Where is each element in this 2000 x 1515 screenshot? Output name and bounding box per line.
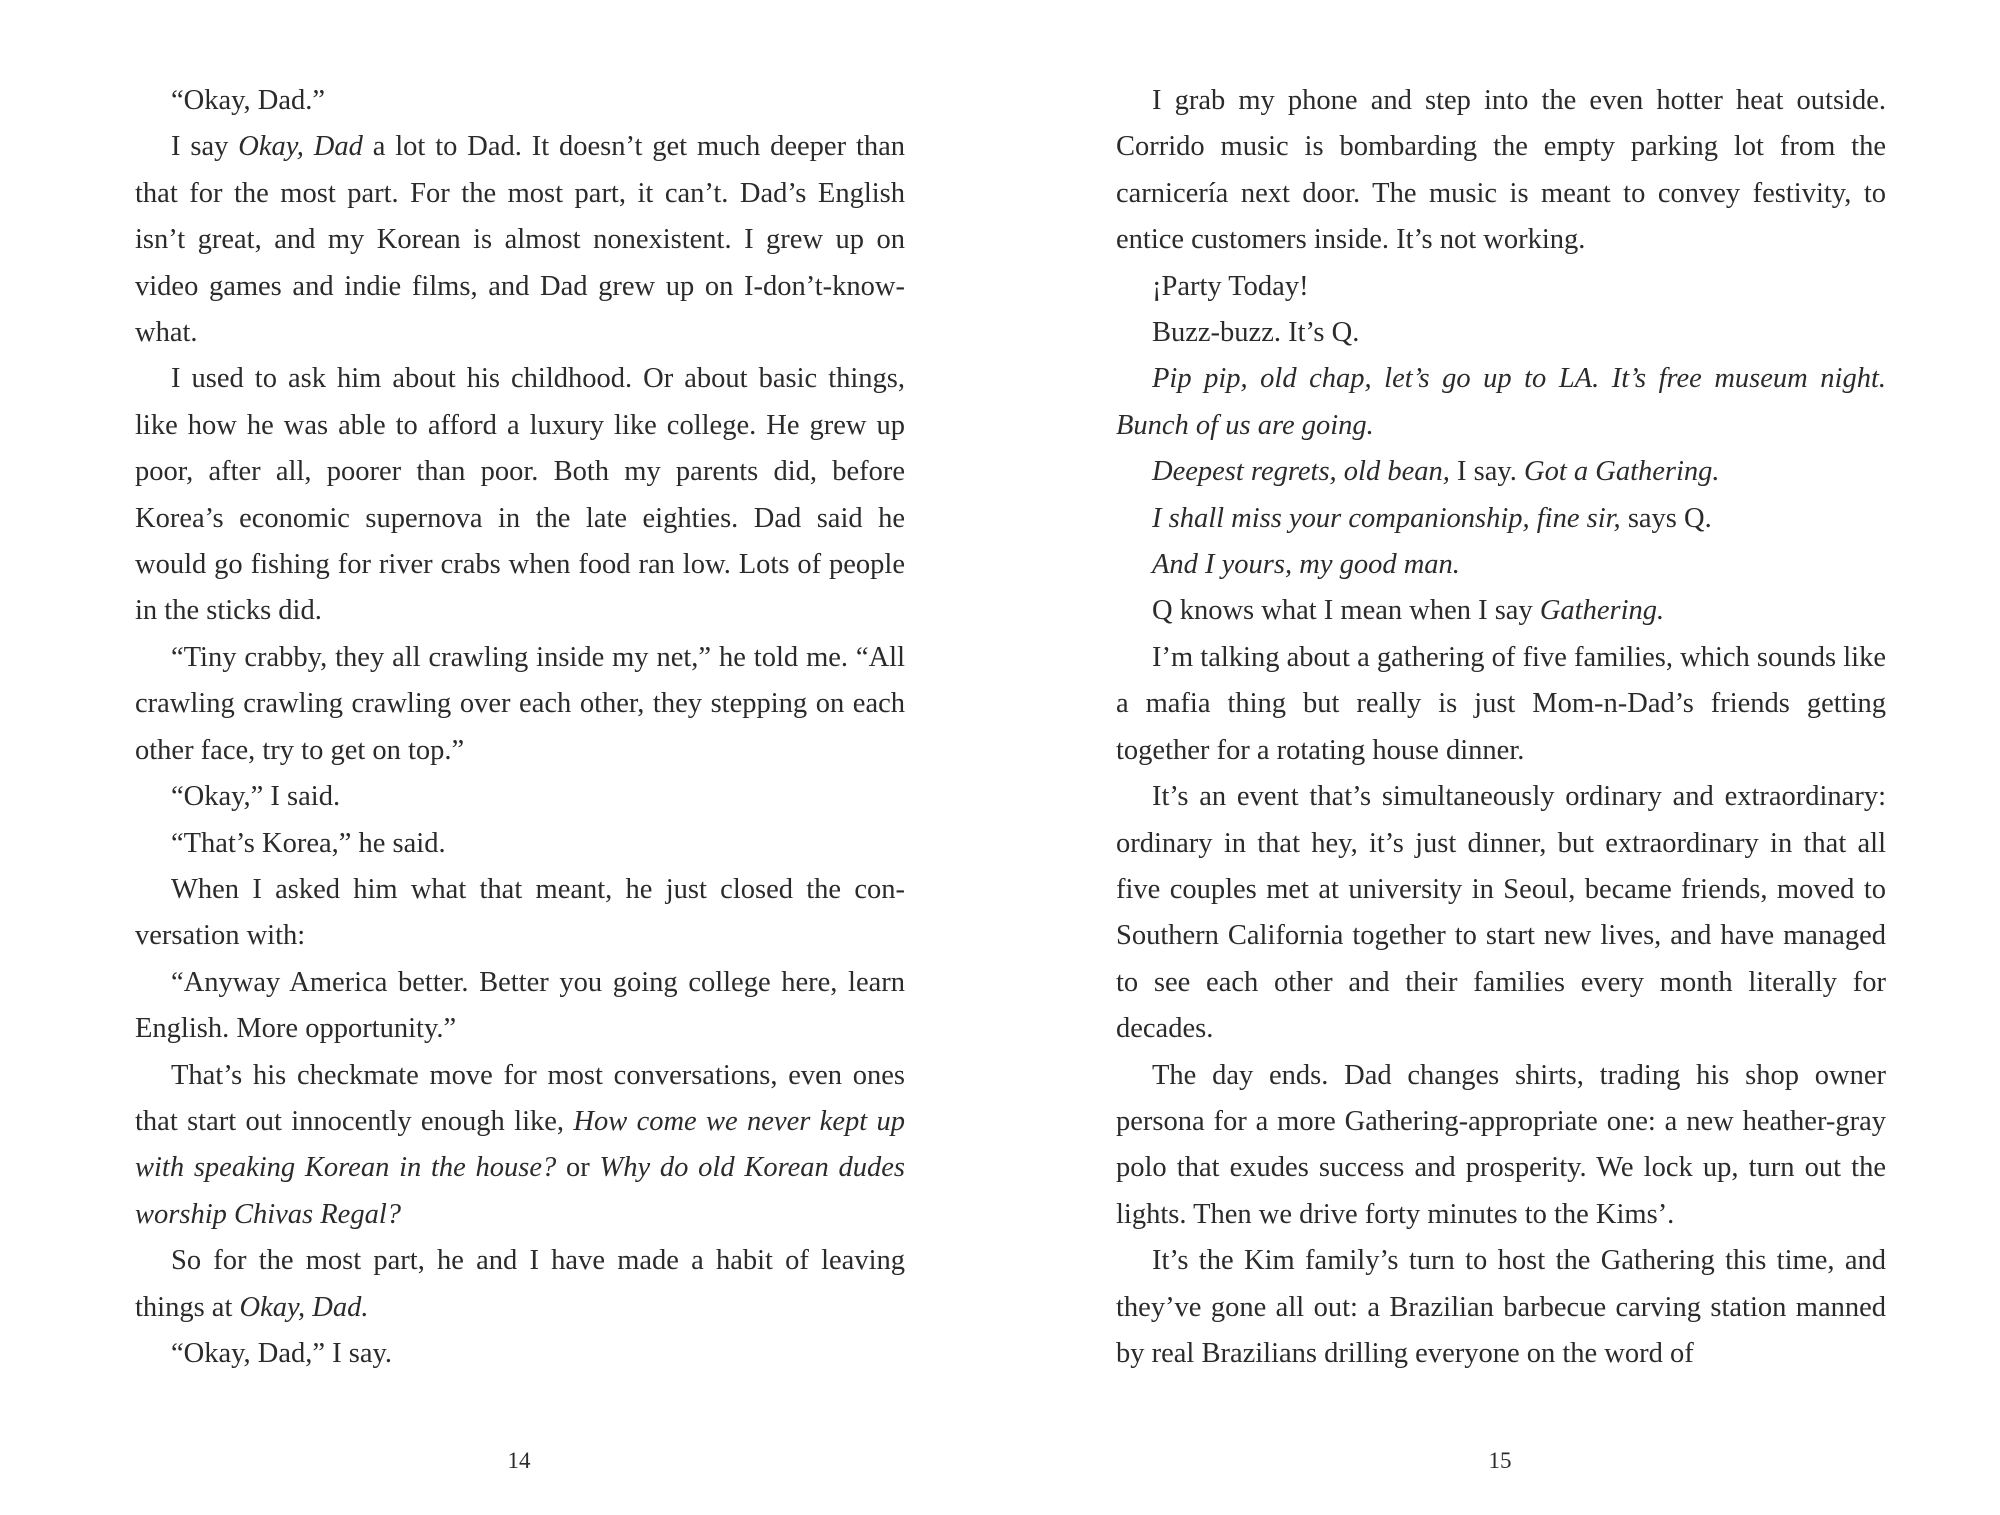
text-run: When I asked him what that meant, he just closed the conversation with: (135, 873, 905, 952)
text-run: I say. (1449, 456, 1524, 488)
paragraph (135, 821, 905, 867)
text-run: That’s his checkmate move for most conversations, even ones that start out innocently enough like, (135, 1059, 905, 1137)
text-run: I’m talking about a gathering of five families, which sounds like a mafia thing but really is just Mom-n-Dad’s friends getting together for a rotating house dinner. (1116, 641, 1886, 766)
text-run: I say (171, 131, 239, 163)
italic-text: I shall miss your companionship, fine sir, (1152, 502, 1621, 534)
paragraph (135, 124, 905, 356)
paragraph (1116, 264, 1886, 310)
paragraph (1116, 449, 1886, 495)
paragraph (1116, 774, 1886, 1052)
paragraph (1116, 635, 1886, 774)
italic-text: Why do old Korean dudes worship Chivas Regal? (135, 1152, 905, 1230)
paragraph (135, 78, 905, 124)
paragraph (1116, 542, 1886, 588)
italic-text: Deepest regrets, old bean, (1152, 456, 1450, 488)
right-page (1000, 0, 2000, 1515)
text-run: I grab my phone and step into the even hotter heat outside. Corrido music is bombarding the empty parking lot from the carnicería next door. The music is meant to convey festivity, to entice customers inside. It’s not working. (1116, 85, 1886, 256)
text-run: “That’s Korea,” he said. (171, 827, 446, 859)
paragraph (135, 960, 905, 1053)
paragraph (135, 356, 905, 634)
text-run: says Q. (1620, 502, 1712, 534)
text-run: So for the most part, he and I have made a habit of leaving things at (135, 1245, 905, 1323)
left-page-text (135, 78, 905, 1377)
text-run: Buzz-buzz. It’s Q. (1152, 317, 1360, 349)
text-run: “Okay, Dad,” I say. (171, 1337, 393, 1369)
text-run: “Tiny crabby, they all crawling inside my net,” he told me. “All crawling crawling crawling over each other, they stepping on each other face, try to get on top.” (135, 641, 905, 766)
text-run: “Okay,” I said. (171, 781, 341, 813)
paragraph (135, 1053, 905, 1239)
text-run: I used to ask him about his childhood. Or about basic things, like how he was able to afford a luxury like college. He grew up poor, after all, poorer than poor. Both my parents did, before Korea’s economic supernova in the late eighties. Dad said he would go fishing for river crabs when food ran low. Lots of people in the sticks did. (135, 363, 905, 627)
text-run: ¡Party Today! (1152, 270, 1309, 302)
left-page-number: 14 (507, 1448, 531, 1473)
right-page-text (1116, 78, 1886, 1377)
paragraph (135, 774, 905, 820)
paragraph (1116, 588, 1886, 634)
paragraph (135, 1331, 905, 1377)
paragraph (1116, 356, 1886, 449)
paragraph (1116, 78, 1886, 264)
paragraph (1116, 310, 1886, 356)
paragraph (1116, 496, 1886, 542)
italic-text: Gathering. (1539, 595, 1665, 627)
italic-text: Okay, Dad. (239, 1291, 369, 1323)
text-run: It’s an event that’s simultaneously ordinary and extraordinary: ordinary in that hey, it’s just dinner, but extraordinary in that all five couples met at university in Seoul, became friends, moved to Southern California together to start new lives, and have managed to see each other and their families every month literally for decades. (1116, 781, 1886, 1045)
paragraph (1116, 1053, 1886, 1239)
paragraph (1116, 1238, 1886, 1377)
paragraph (135, 867, 905, 960)
text-run: “Okay, Dad.” (171, 85, 326, 116)
text-run: The day ends. Dad changes shirts, trading his shop owner persona for a more Gathering-appropriate one: a new heather-gray polo that exudes success and prosperity. We lock up, turn out the lights. Then we drive forty minutes to the Kims’. (1116, 1059, 1886, 1230)
text-run: “Anyway America better. Better you going college here, learn English. More opportunity.” (135, 966, 905, 1045)
italic-text: How come we never kept up with speaking Korean in the house? (135, 1105, 905, 1184)
right-page-number: 15 (1488, 1448, 1512, 1473)
text-run: Q knows what I mean when I say (1152, 595, 1540, 627)
paragraph (135, 1238, 905, 1331)
text-run: or (556, 1152, 600, 1184)
italic-text: And I yours, my good man. (1152, 549, 1460, 581)
paragraph (135, 635, 905, 774)
text-run: It’s the Kim family’s turn to host the Gathering this time, and they’ve gone all out: a Brazilian barbecue carving station manned by real Brazilians drilling everyone on the word of (1116, 1245, 1886, 1369)
italic-text: Pip pip, old chap, let’s go up to LA. It’s free museum night. Bunch of us are going. (1116, 363, 1886, 441)
italic-text: Okay, Dad (238, 131, 363, 163)
text-run: a lot to Dad. It doesn’t get much deeper than that for the most part. For the most part, it can’t. Dad’s English isn’t great, and my Korean is almost nonexistent. I grew up on video games and indie films, and Dad grew up on I-don’t-know-what. (135, 131, 906, 349)
italic-text: Got a Gathering. (1524, 456, 1720, 488)
